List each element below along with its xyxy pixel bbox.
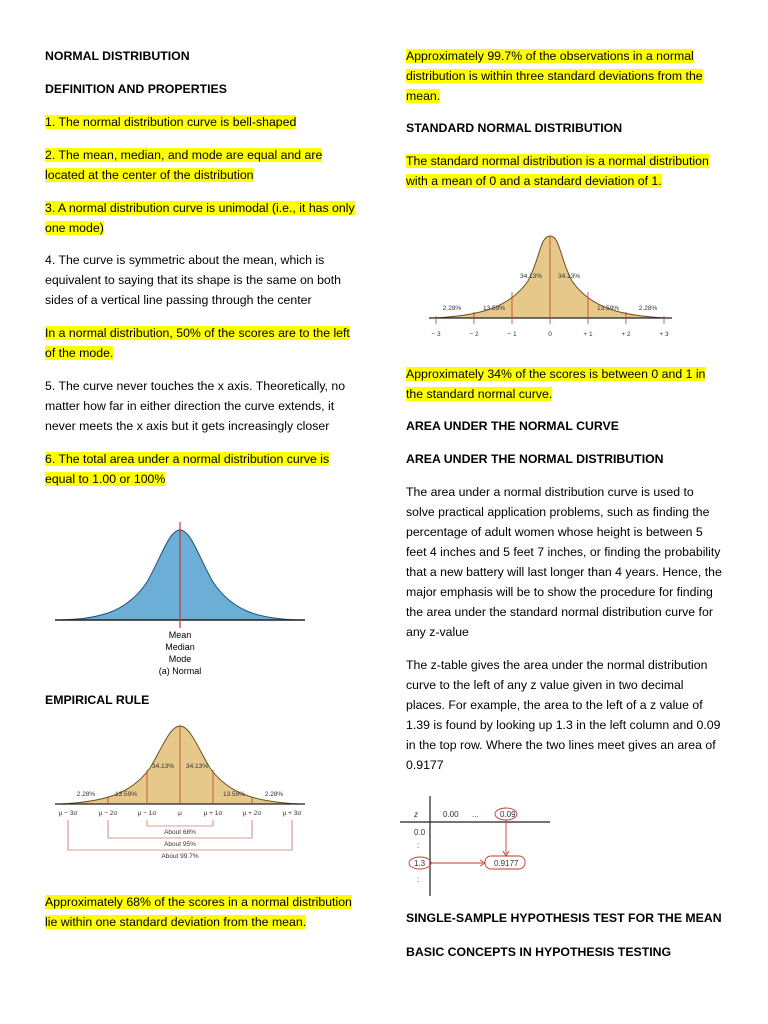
- area-explanation: The area under a normal distribution curve is used to solve practical application problems, such as finding the percentage of adult women whose height is between 5 feet 4 inches and 5 feet 7 inches, or finding the probability that a new battery will last longer than 4 years. Hence, the major emphasis will be to show the procedure for finding the area under the standard normal distribution curve for any z-value: [406, 485, 722, 639]
- section-heading-basic-concepts: BASIC CONCEPTS IN HYPOTHESIS TESTING: [406, 945, 672, 959]
- row-vdots: :: [417, 875, 420, 884]
- cell-value: 0.9177: [494, 859, 519, 868]
- pct-label: 34.13%: [185, 763, 209, 770]
- pct-label: 34.13%: [557, 273, 581, 280]
- row-00: 0.0: [414, 828, 426, 837]
- tick-label: − 1: [507, 331, 517, 338]
- z-table-explanation: The z-table gives the area under the normal distribution curve to the left of any z value given in two decimal places. For example, the area to the left of a z value of 1.39 is found by looking up 1.3 in the left column and 0.09 in the top row. Where the two lines meet gives an area of 0.9177: [406, 658, 721, 772]
- tick-label: μ − 3σ: [58, 810, 78, 817]
- tick-label: μ + 2σ: [242, 810, 262, 817]
- note-50-percent: In a normal distribution, 50% of the scores are to the left of the mode.: [45, 326, 350, 360]
- z-header: z: [414, 810, 418, 819]
- pct-label: 13.59%: [482, 305, 506, 312]
- pct-label: 13.59%: [114, 791, 138, 798]
- tick-label: μ − 2σ: [98, 810, 118, 817]
- tick-label: μ: [178, 810, 182, 817]
- pct-label: 2.28%: [442, 305, 462, 312]
- page-title: NORMAL DISTRIBUTION: [45, 49, 190, 63]
- tick-label: + 2: [621, 331, 631, 338]
- row-13: 1.3: [414, 859, 426, 868]
- row-vdots: :: [417, 841, 420, 850]
- about-68-label: About 68%: [164, 829, 196, 836]
- section-heading-empirical: EMPIRICAL RULE: [45, 693, 150, 707]
- property-5: 5. The curve never touches the x axis. Theoretically, no matter how far in either direction the curve extends, it never meets the x axis but it gets increasingly closer: [45, 379, 346, 433]
- pct-label: 2.28%: [76, 791, 96, 798]
- empirical-rule-figure: [50, 722, 310, 870]
- pct-label: 34.13%: [519, 273, 543, 280]
- section-heading-definition: DEFINITION AND PROPERTIES: [45, 82, 227, 96]
- section-heading-area-distribution: AREA UNDER THE NORMAL DISTRIBUTION: [406, 452, 664, 466]
- tick-label: μ + 1σ: [203, 810, 223, 817]
- tick-label: μ − 1σ: [137, 810, 157, 817]
- note-68-percent: Approximately 68% of the scores in a normal distribution lie within one standard deviation from the mean.: [45, 895, 352, 929]
- note-99-7-percent: Approximately 99.7% of the observations in a normal distribution is within three standard deviations from the mean.: [406, 49, 703, 103]
- tick-label: − 3: [431, 331, 441, 338]
- col-009: 0.09: [500, 810, 516, 819]
- col-ellipsis: ...: [472, 810, 479, 819]
- property-6: 6. The total area under a normal distribution curve is equal to 1.00 or 100%: [45, 452, 330, 486]
- col-000: 0.00: [443, 810, 459, 819]
- z-table-figure: [400, 796, 560, 898]
- normal-curve-figure: [55, 520, 315, 680]
- standard-normal-figure: [424, 226, 694, 346]
- median-label: Median: [165, 642, 195, 652]
- note-34-percent: Approximately 34% of the scores is between 0 and 1 in the standard normal curve.: [406, 367, 706, 401]
- tick-label: μ + 3σ: [282, 810, 302, 817]
- mean-label: Mean: [168, 630, 192, 640]
- property-3: 3. A normal distribution curve is unimodal (i.e., it has only one mode): [45, 201, 355, 235]
- pct-label: 2.28%: [638, 305, 658, 312]
- property-4: 4. The curve is symmetric about the mean, which is equivalent to saying that its shape is the same on both sides of a vertical line passing through the center: [45, 253, 341, 307]
- mode-label: Mode: [168, 654, 192, 664]
- section-heading-standard-normal: STANDARD NORMAL DISTRIBUTION: [406, 121, 623, 135]
- about-997-label: About 99.7%: [161, 853, 199, 860]
- pct-label: 34.13%: [151, 763, 175, 770]
- about-95-label: About 95%: [164, 841, 196, 848]
- pct-label: 13.59%: [596, 305, 620, 312]
- tick-label: 0: [548, 331, 552, 338]
- tick-label: + 3: [659, 331, 669, 338]
- pct-label: 2.28%: [264, 791, 284, 798]
- tick-label: + 1: [583, 331, 593, 338]
- figure-caption: (a) Normal: [158, 666, 202, 676]
- section-heading-area-curve: AREA UNDER THE NORMAL CURVE: [406, 419, 619, 433]
- property-1: 1. The normal distribution curve is bell-shaped: [45, 115, 297, 129]
- pct-label: 13.59%: [222, 791, 246, 798]
- tick-label: − 2: [469, 331, 479, 338]
- standard-normal-definition: The standard normal distribution is a normal distribution with a mean of 0 and a standard deviation of 1.: [406, 154, 709, 188]
- property-2: 2. The mean, median, and mode are equal and are located at the center of the distribution: [45, 148, 323, 182]
- section-heading-hypothesis: SINGLE-SAMPLE HYPOTHESIS TEST FOR THE MEAN: [406, 911, 722, 925]
